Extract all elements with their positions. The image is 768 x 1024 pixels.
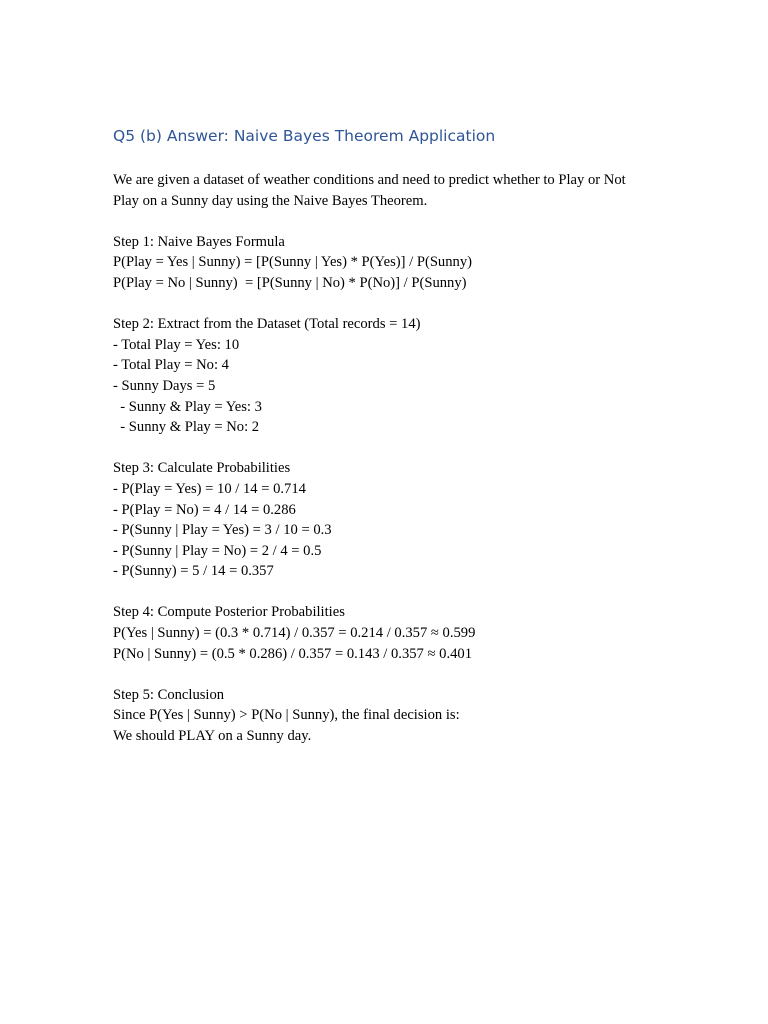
intro-line: Play on a Sunny day using the Naive Bayes Theorem. <box>113 192 428 209</box>
dataset-line: - Total Play = Yes: 10 <box>113 336 240 353</box>
step4-title: Step 4: Compute Posterior Probabilities <box>113 604 345 621</box>
conclusion-line: We should PLAY on a Sunny day. <box>113 728 312 745</box>
dataset-line: - Sunny & Play = Yes: 3 <box>113 398 262 415</box>
probability-line: - P(Sunny | Play = Yes) = 3 / 10 = 0.3 <box>113 522 332 539</box>
probability-line: - P(Sunny | Play = No) = 2 / 4 = 0.5 <box>113 542 322 559</box>
probability-line: - P(Play = Yes) = 10 / 14 = 0.714 <box>113 480 306 497</box>
dataset-line: - Total Play = No: 4 <box>113 357 229 374</box>
step1-title: Step 1: Naive Bayes Formula <box>113 233 285 250</box>
dataset-line: - Sunny & Play = No: 2 <box>113 419 260 436</box>
dataset-line: - Sunny Days = 5 <box>113 377 216 394</box>
posterior-line: P(Yes | Sunny) = (0.3 * 0.714) / 0.357 = 0.214 / 0.357 ≈ 0.599 <box>113 625 476 642</box>
step2-title: Step 2: Extract from the Dataset (Total records = 14) <box>113 316 421 333</box>
probability-line: - P(Sunny) = 5 / 14 = 0.357 <box>113 563 274 580</box>
answer-heading: Q5 (b) Answer: Naive Bayes Theorem Application <box>113 127 496 145</box>
probability-line: - P(Play = No) = 4 / 14 = 0.286 <box>113 501 296 518</box>
step3-section <box>113 458 673 582</box>
document-body <box>113 124 673 747</box>
step5-title: Step 5: Conclusion <box>113 686 225 703</box>
step3-title: Step 3: Calculate Probabilities <box>113 460 291 477</box>
posterior-line: P(No | Sunny) = (0.5 * 0.286) / 0.357 = 0.143 / 0.357 ≈ 0.401 <box>113 645 472 662</box>
conclusion-line: Since P(Yes | Sunny) > P(No | Sunny), the final decision is: <box>113 707 460 724</box>
step4-section <box>113 602 673 664</box>
intro-line: We are given a dataset of weather conditions and need to predict whether to Play or Not <box>113 172 626 188</box>
intro-paragraph <box>113 170 673 211</box>
formula-line: P(Play = Yes | Sunny) = [P(Sunny | Yes) * P(Yes)] / P(Sunny) <box>113 254 472 271</box>
step2-section <box>113 314 673 438</box>
step5-section <box>113 685 673 747</box>
step1-section <box>113 232 673 294</box>
formula-line: P(Play = No | Sunny) = [P(Sunny | No) * P(No)] / P(Sunny) <box>113 274 467 291</box>
